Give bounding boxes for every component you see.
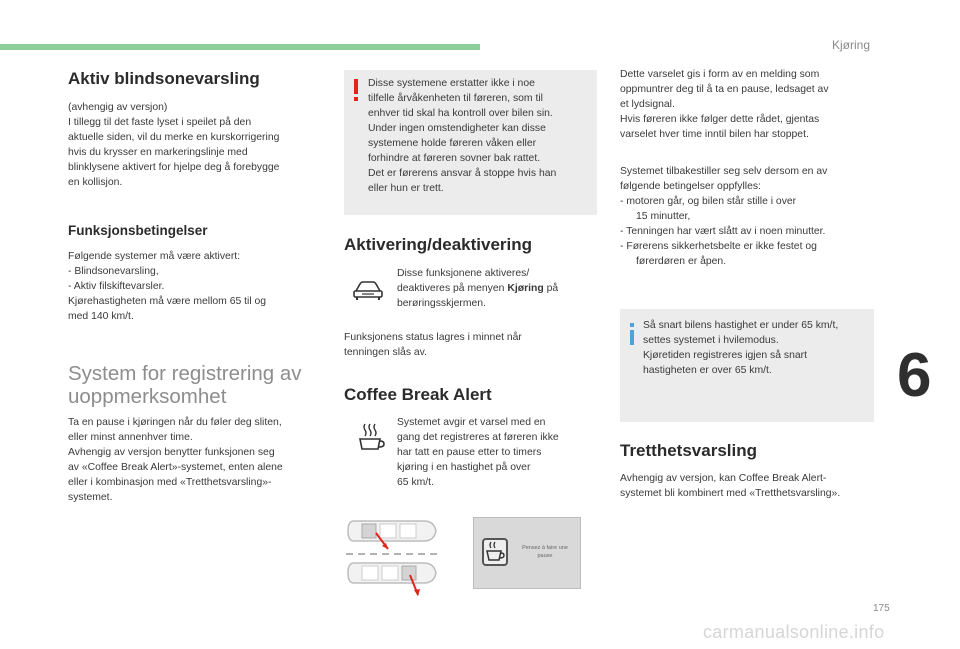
status-text: Funksjonens status lagres i minnet når tenningen slås av. [344, 332, 522, 358]
page-number: 175 [873, 603, 890, 614]
conditions-text: Følgende systemer må være aktivert: - Blindsonevarsling, - Aktiv filskiftevarsler. Kjørehastigheten må være mellom 65 til og med 140 km/t. [68, 251, 267, 322]
blind-spot-text: (avhengig av versjon) I tillegg til det faste lyset i speilet på den aktuelle siden, vil du merke en kurskorrigering hvis du krysser en markeringslinje med blinklysene aktivert for hjelpe deg å forebygge en kollisjon. [68, 102, 280, 188]
car-menu-icon [351, 279, 385, 301]
reset-conditions-text: Systemet tilbakestiller seg selv dersom en av følgende betingelser oppfylles: - motoren går, og bilen står stille i over 15 minutter, - Tenningen har vært slått av i noen minutter. - Førerens sikkerhetsbelte er ikke festet og førerdøren er åpen. [620, 166, 828, 267]
attention-text: Ta en pause i kjøringen når du føler deg sliten, eller minst annenhver time. Avhengig av versjon benytter funksjonen seg av «Coffee Break Alert»-systemet, enten alene eller i kombinasjon med «Tretthetsvarsling»- systemet. [68, 417, 283, 503]
warning-text: Disse systemene erstatter ikke i noe tilfelle årvåkenheten til føreren, som til enhver tid skal ha kontroll over bilen sin. Under ingen omstendigheter kan disse systemene holde føreren våken eller forhindre at føreren sovner bak rattet. Det er førerens ansvar å stoppe hvis han eller hun er trett. [368, 78, 557, 194]
chapter-number: 6 [897, 341, 932, 410]
info-icon [629, 323, 635, 345]
heading-activation: Aktivering/deaktivering [344, 235, 533, 254]
top-accent-bar [0, 44, 480, 50]
heading-fatigue: Tretthetsvarsling [620, 441, 757, 460]
warning-icon [353, 79, 359, 101]
activation-text: Disse funksjonene aktiveres/ deaktiveres på menyen Kjøring på berøringsskjermen. [397, 268, 559, 309]
lane-departure-illustration [344, 517, 444, 597]
section-label: Kjøring [832, 38, 871, 52]
screen-cup-frame [482, 538, 508, 566]
heading-attention: System for registrering av uoppmerksomhet [68, 362, 302, 408]
screen-coffee-icon [484, 540, 506, 564]
fatigue-text: Avhengig av versjon, kan Coffee Break Alert- systemet bli kombinert med «Tretthetsvarsling». [620, 473, 841, 499]
screen-message: Pensez à faire une pause [522, 545, 568, 559]
alert-message-text: Dette varselet gis i form av en melding som oppmuntrer deg til å ta en pause, ledsaget av et lydsignal. Hvis føreren ikke følger dette rådet, gjentas varselet hver time inntil bilen har stoppet. [620, 69, 829, 140]
coffee-break-text: Systemet avgir et varsel med en gang det registreres at føreren ikke har tatt en pause etter to timers kjøring i en hastighet på over 65 km/t. [397, 417, 559, 488]
heading-conditions: Funksjonsbetingelser [68, 223, 208, 238]
coffee-break-screen [473, 517, 581, 589]
watermark: carmanualsonline.info [703, 622, 885, 642]
heading-coffee-break: Coffee Break Alert [344, 385, 492, 404]
coffee-cup-icon [357, 422, 385, 452]
heading-blind-spot: Aktiv blindsonevarsling [68, 69, 260, 88]
info-text: Så snart bilens hastighet er under 65 km/t, settes systemet i hvilemodus. Kjøretiden registreres igjen så snart hastigheten er over 65 km/t. [643, 320, 839, 376]
